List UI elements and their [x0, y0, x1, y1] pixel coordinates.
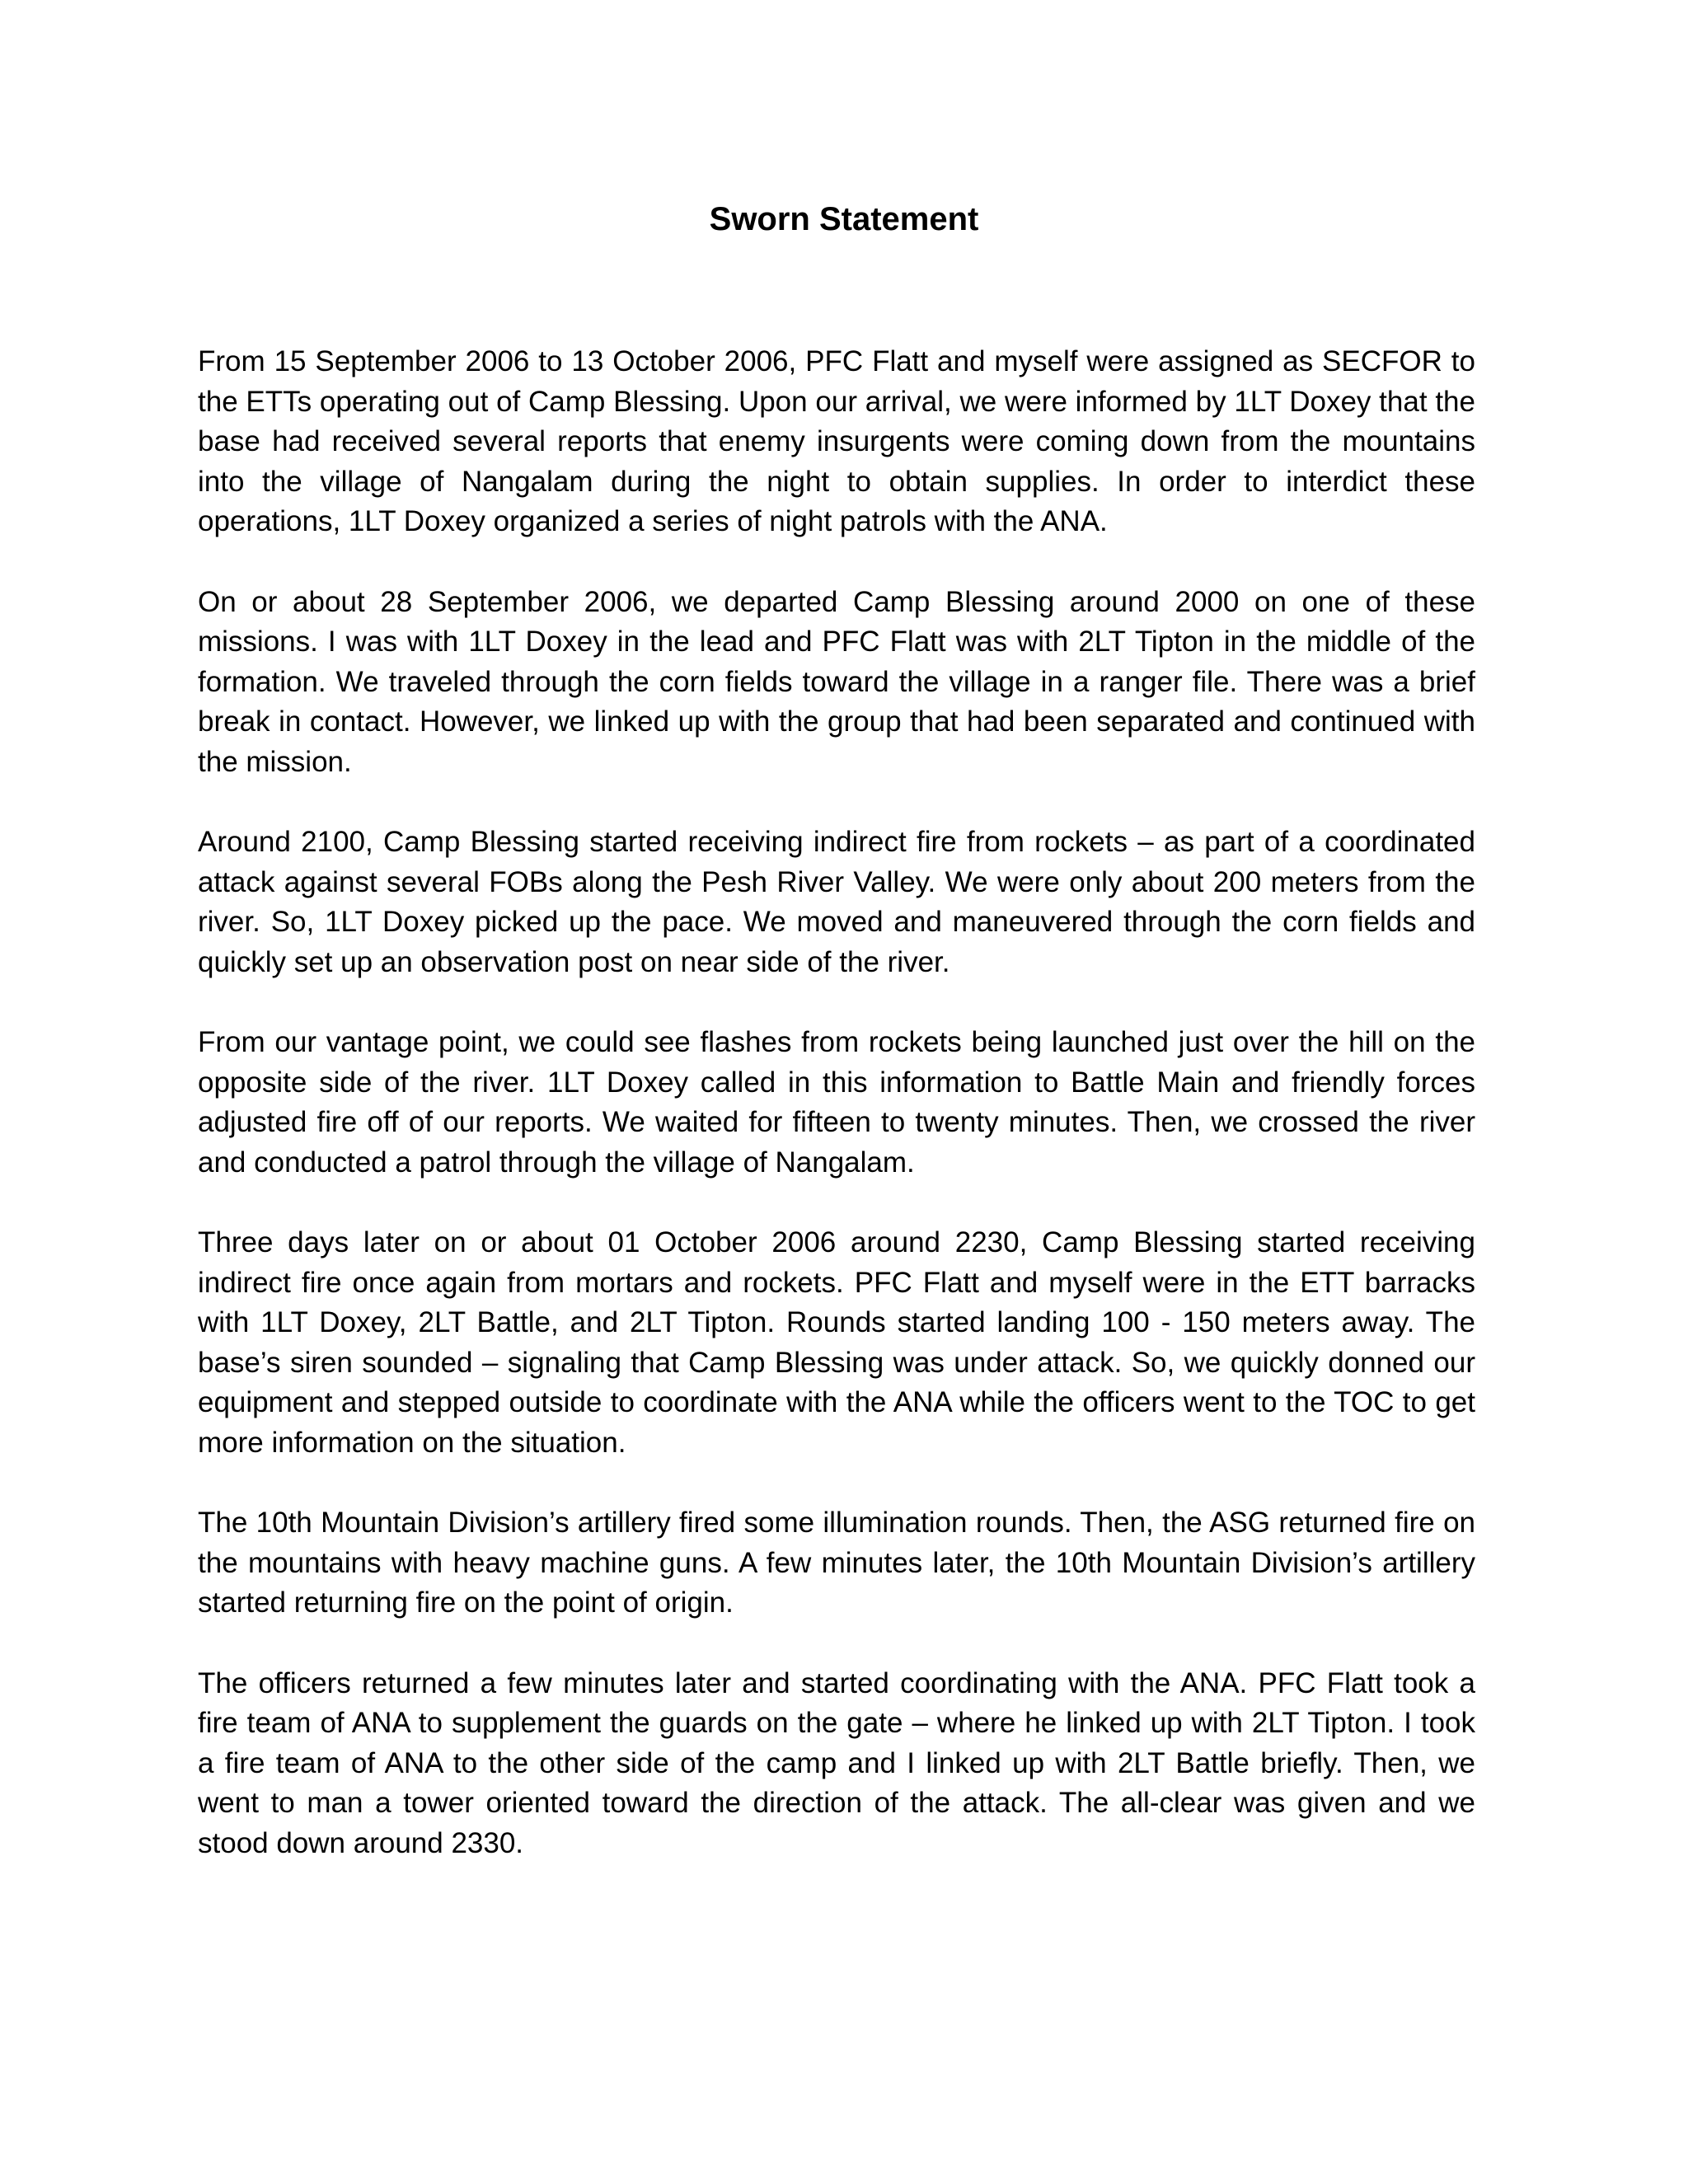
paragraph: On or about 28 September 2006, we departed Camp Blessing around 2000 on one of these missions. I was with 1LT Doxey in the lead and PFC Flatt was with 2LT Tipton in the middle of the formation. We traveled through the corn fields toward the village in a ranger file. There was a brief break in contact. However, we linked up with the group that had been separated and continued with the mission.	[198, 585, 1475, 778]
paragraph: From 15 September 2006 to 13 October 2006, PFC Flatt and myself were assigned as SECFOR to the ETTs operating out of Camp Blessing. Upon our arrival, we were informed by 1LT Doxey that the base had received several reports that enemy insurgents were coming down from the mountains into the village of Nangalam during the night to obtain supplies. In order to interdict these operations, 1LT Doxey organized a series of night patrols with the ANA.	[198, 345, 1475, 537]
document-body	[198, 342, 1475, 1904]
paragraph: From our vantage point, we could see flashes from rockets being launched just over the hill on the opposite side of the river. 1LT Doxey called in this information to Battle Main and friendly forces adjusted fire off of our reports. We waited for fifteen to twenty minutes. Then, we crossed the river and conducted a patrol through the village of Nangalam.	[198, 1026, 1475, 1179]
paragraph: Around 2100, Camp Blessing started receiving indirect fire from rockets – as part of a coordinated attack against several FOBs along the Pesh River Valley. We were only about 200 meters from the river. So, 1LT Doxey picked up the pace. We moved and maneuvered through the corn fields and quickly set up an observation post on near side of the river.	[198, 826, 1475, 978]
document-title: Sworn Statement	[709, 201, 979, 237]
paragraph: Three days later on or about 01 October 2006 around 2230, Camp Blessing started receiving indirect fire once again from mortars and rockets. PFC Flatt and myself were in the ETT barracks with 1LT Doxey, 2LT Battle, and 2LT Tipton. Rounds started landing 100 - 150 meters away. The base’s siren sounded – signaling that Camp Blessing was under attack. So, we quickly donned our equipment and stepped outside to coordinate with the ANA while the officers went to the TOC to get more information on the situation.	[198, 1226, 1475, 1459]
paragraph: The officers returned a few minutes later and started coordinating with the ANA. PFC Flatt took a fire team of ANA to supplement the guards on the gate – where he linked up with 2LT Tipton. I took a fire team of ANA to the other side of the camp and I linked up with 2LT Battle briefly. Then, we went to man a tower oriented toward the direction of the attack. The all-clear was given and we stood down around 2330.	[198, 1666, 1475, 1859]
paragraph: The 10th Mountain Division’s artillery fired some illumination rounds. Then, the ASG returned fire on the mountains with heavy machine guns. A few minutes later, the 10th Mountain Division’s artillery started returning fire on the point of origin.	[198, 1507, 1475, 1619]
